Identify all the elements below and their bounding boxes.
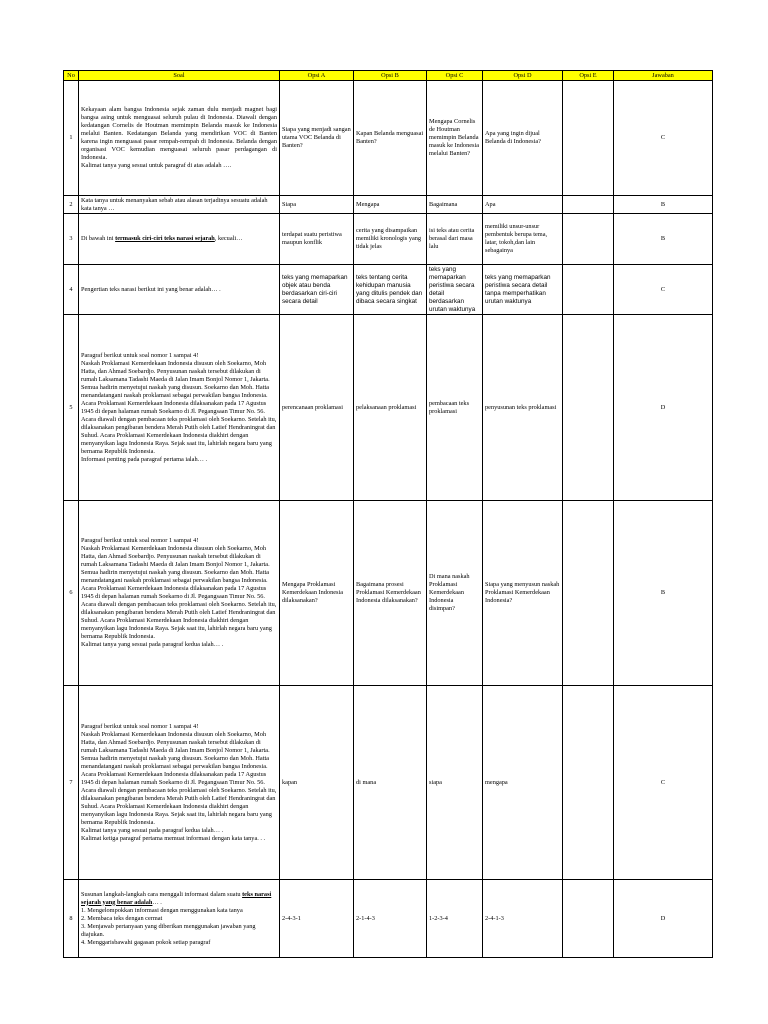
option-d: mengapa (483, 686, 563, 880)
question-text-start: Di bawah ini (81, 235, 116, 242)
question-text: Kata tanya untuk menanyakan sebab atau alasan terjadinya sesuatu adalah kata tanya … (79, 196, 280, 214)
question-passage: Paragraf berikut untuk soal nomor 1 sampai 4! Naskah Proklamasi Kemerdekaan Indonesia disusun oleh Soekarno, Moh Hatta, dan Ahmad Soebardjo. Penyusunan naskah tersebut dilakukan di rumah Laksamana Tadashi Maeda di Jalan Imam Bonjol Nomor 1, Jakarta. Semua hadirin menyetujui naskah yang disusun. Soekarno dan Moh. Hatta menandatangani naskah proklamasi sebagai perwakilan bangsa Indonesia. Acara Proklamasi Kemerdekaan Indonesia dilaksanakan pada 17 Agustus 1945 di depan halaman rumah Soekarno di Jl. Pegangsaan Timur No. 56. Acara diawali dengan pembacaan teks proklamasi oleh Soekarno. Setelah itu, dilaksanakan pengibaran bendera Merah Putih oleh Latief Hendraningrat dan Suhud. Acara Proklamasi Kemerdekaan Indonesia diakhiri dengan menyanyikan lagu Indonesia Raya. Sejak saat itu, lahirlah negara baru yang bernama Republik Indonesia. (81, 722, 277, 826)
question-text (79, 315, 280, 501)
question-text-end: … . 1. Mengelompokkan informasi dengan menggunakan kata tanya 2. Membaca teks dengan cermat 3. Menjawab pertanyaan yang diberikan menggunakan jawaban yang diajukan. 4. Menggarisbawahi gagasan pokok setiap paragraf (81, 898, 256, 946)
option-d: teks yang memaparkan peristiwa secara detail tanpa memperhatikan urutan waktunya (483, 265, 563, 315)
option-e (563, 265, 614, 315)
table-row (64, 880, 713, 958)
question-emphasis: termasuk ciri-ciri teks narasi sejarah (115, 235, 215, 242)
option-e (563, 501, 614, 686)
option-b: cerita yang disampaikan memiliki kronologis yang tidak jelas (354, 214, 427, 265)
option-c: isi teks atau cerita berasal dari masa lalu (427, 214, 483, 265)
option-c: 1-2-3-4 (427, 880, 483, 958)
header-soal: Soal (79, 71, 280, 81)
header-row (64, 71, 713, 81)
option-c: Di mana naskah Proklamasi Kemerdekaan Indonesia disimpan? (427, 501, 483, 686)
option-c: siapa (427, 686, 483, 880)
question-prompt: Kalimat tanya yang sesuai untuk paragraf di atas adalah …. (81, 162, 232, 169)
question-prompt: Kalimat tanya yang sesuai pada paragraf kedua ialah… . (81, 641, 224, 648)
option-c: pembacaan teks proklamasi (427, 315, 483, 501)
option-e (563, 880, 614, 958)
question-text (79, 686, 280, 880)
header-opsi-a: Opsi A (280, 71, 354, 81)
header-opsi-e: Opsi E (563, 71, 614, 81)
option-b: Kapan Belanda menguasai Banten? (354, 81, 427, 196)
option-c: Bagaimana (427, 196, 483, 214)
option-b: di mana (354, 686, 427, 880)
answer-key: C (614, 686, 713, 880)
option-e (563, 196, 614, 214)
answer-key: D (614, 315, 713, 501)
option-a: perencanaan proklamasi (280, 315, 354, 501)
option-b: Mengapa (354, 196, 427, 214)
option-a: terdapat suatu peristiwa maupun konflik (280, 214, 354, 265)
option-c: teks yang memaparkan peristiwa secara detail berdasarkan urutan waktunya (427, 265, 483, 315)
header-opsi-d: Opsi D (483, 71, 563, 81)
option-b: teks tentang cerita kehidupan manusia yang ditulis pendek dan dibaca secara singkat (354, 265, 427, 315)
option-b: 2-1-4-3 (354, 880, 427, 958)
option-c: Mengapa Cornelis de Houtman memimpin Belanda masuk ke Indonesia melalui Banten? (427, 81, 483, 196)
question-number: 4 (64, 265, 79, 315)
question-text (79, 81, 280, 196)
option-d: Apa (483, 196, 563, 214)
option-a: Mengapa Proklamasi Kemerdekaan Indonesia dilaksanakan? (280, 501, 354, 686)
table-row (64, 315, 713, 501)
option-d: penyusunan teks proklamasi (483, 315, 563, 501)
option-e (563, 81, 614, 196)
question-passage: Paragraf berikut untuk soal nomor 1 sampai 4! Naskah Proklamasi Kemerdekaan Indonesia disusun oleh Soekarno, Moh Hatta, dan Ahmad Soebardjo. Penyusunan naskah tersebut dilakukan di rumah Laksamana Tadashi Maeda di Jalan Imam Bonjol Nomor 1, Jakarta. Semua hadirin menyetujui naskah yang disusun. Soekarno dan Moh. Hatta menandatangani naskah proklamasi sebagai perwakilan bangsa Indonesia. Acara Proklamasi Kemerdekaan Indonesia dilaksanakan pada 17 Agustus 1945 di depan halaman rumah Soekarno di Jl. Pegangsaan Timur No. 56. Acara diawali dengan pembacaan teks proklamasi oleh Soekarno. Setelah itu, dilaksanakan pengibaran bendera Merah Putih oleh Latief Hendraningrat dan Suhud. Acara Proklamasi Kemerdekaan Indonesia diakhiri dengan menyanyikan lagu Indonesia Raya. Sejak saat itu, lahirlah negara baru yang bernama Republik Indonesia. (81, 537, 277, 640)
table-row (64, 81, 713, 196)
question-prompt: Informasi penting pada paragraf pertama ialah… . (81, 455, 208, 463)
option-d: Siapa yang menyusun naskah Proklamasi Kemerdekaan Indonesia? (483, 501, 563, 686)
answer-key: C (614, 81, 713, 196)
question-text-end: , kecuali… (214, 235, 243, 242)
question-number: 8 (64, 880, 79, 958)
option-d: 2-4-1-3 (483, 880, 563, 958)
question-prompt: Kalimat tanya yang sesuai pada paragraf kedua ialah… . Kalimat ketiga paragraf pertama memuat informasi dengan kata tanya. . . (81, 826, 266, 842)
header-opsi-b: Opsi B (354, 71, 427, 81)
question-emphasis: teks narasi sejarah yang benar adalah (81, 890, 272, 906)
header-opsi-c: Opsi C (427, 71, 483, 81)
question-text (79, 214, 280, 265)
question-number: 1 (64, 81, 79, 196)
option-a: 2-4-3-1 (280, 880, 354, 958)
option-d: memiliki unsur-unsur pembentuk berupa tema, latar, tokoh,dan lain sebagainya (483, 214, 563, 265)
table-row (64, 196, 713, 214)
option-e (563, 214, 614, 265)
question-passage: Kekayaan alam bangsa Indonesia sejak zaman dulu menjadi magnet bagi bangsa asing untuk menguasai seluruh pulau di Indonesia. Diawali dengan kedatangan Cornelis de Houtman memimpin Belanda masuk ke Indonesia melalui Banten. Kedatangan Belanda yang mendirikan VOC di Banten karena ingin menguasai pasar rempah-rempah di Indonesia. Belanda dengan organisasi VOC kemudian menguasai seluruh pasar perdagangan di Indonesia. (81, 106, 277, 161)
answer-key: D (614, 880, 713, 958)
option-a: kapan (280, 686, 354, 880)
answer-key: B (614, 196, 713, 214)
question-text (79, 880, 280, 958)
answer-key: B (614, 214, 713, 265)
option-d: Apa yang ingin dijual Belanda di Indonesia? (483, 81, 563, 196)
table-row (64, 501, 713, 686)
question-passage: Paragraf berikut untuk soal nomor 1 sampai 4! Naskah Proklamasi Kemerdekaan Indonesia disusun oleh Soekarno, Moh Hatta, dan Ahmad Soebardjo. Penyusunan naskah tersebut dilakukan di rumah Laksamana Tadashi Maeda di Jalan Imam Bonjol Nomor 1, Jakarta. Semua hadirin menyetujui naskah yang disusun. Soekarno dan Moh. Hatta menandatangani naskah proklamasi sebagai perwakilan bangsa Indonesia. Acara Proklamasi Kemerdekaan Indonesia dilaksanakan pada 17 Agustus 1945 di depan halaman rumah Soekarno di Jl. Pegangsaan Timur No. 56. Acara diawali dengan pembacaan teks proklamasi oleh Soekarno. Setelah itu, dilaksanakan pengibaran bendera Merah Putih oleh Latief Hendraningrat dan Suhud. Acara Proklamasi Kemerdekaan Indonesia diakhiri dengan menyanyikan lagu Indonesia Raya. Sejak saat itu, lahirlah negara baru yang bernama Republik Indonesia. (81, 351, 277, 455)
option-e (563, 315, 614, 501)
question-number: 7 (64, 686, 79, 880)
option-b: Bagaimana prosesi Proklamasi Kemerdekaan Indonesia dilaksanakan? (354, 501, 427, 686)
option-b: pelaksanaan proklamasi (354, 315, 427, 501)
question-text-start: Susunan langkah-langkah cara menggali informasi dalam suatu (81, 890, 243, 898)
answer-key: C (614, 265, 713, 315)
option-e (563, 686, 614, 880)
question-number: 6 (64, 501, 79, 686)
table-row (64, 214, 713, 265)
question-table (63, 70, 713, 958)
table-row (64, 686, 713, 880)
question-text: Pengertian teks narasi berikut ini yang benar adalah… . (79, 265, 280, 315)
header-jawaban: Jawaban (614, 71, 713, 81)
table-row (64, 265, 713, 315)
header-no: No (64, 71, 79, 81)
question-number: 5 (64, 315, 79, 501)
option-a: teks yang memaparkan objek atau benda berdasarkan ciri-ciri secara detail (280, 265, 354, 315)
option-a: Siapa (280, 196, 354, 214)
option-a: Siapa yang menjadi sangan utama VOC Belanda di Banten? (280, 81, 354, 196)
question-number: 3 (64, 214, 79, 265)
answer-key: B (614, 501, 713, 686)
question-text (79, 501, 280, 686)
question-number: 2 (64, 196, 79, 214)
